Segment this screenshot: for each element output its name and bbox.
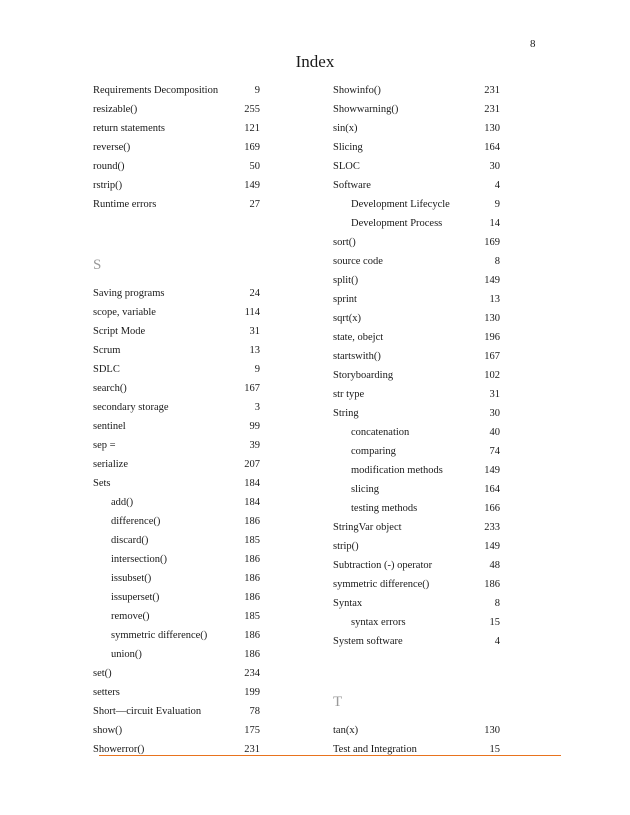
index-entry <box>333 721 500 740</box>
index-term: issuperset() <box>111 592 160 603</box>
index-term: startswith() <box>333 351 381 362</box>
index-term: return statements <box>93 123 166 134</box>
index-term: sort() <box>333 237 356 248</box>
index-page-ref: 15 <box>489 744 500 755</box>
index-term: symmetric difference() <box>333 579 430 590</box>
index-entry <box>333 575 500 594</box>
index-entry <box>333 233 500 252</box>
index-entry <box>93 284 260 303</box>
index-page-ref: 14 <box>489 218 500 229</box>
index-page-ref: 130 <box>484 123 500 134</box>
index-term: sprint <box>333 294 357 305</box>
index-entry <box>93 119 260 138</box>
index-entry <box>93 176 260 195</box>
index-page-ref: 185 <box>244 611 260 622</box>
index-page-ref: 199 <box>244 687 260 698</box>
index-term: reverse() <box>93 142 131 153</box>
index-page-ref: 185 <box>244 535 260 546</box>
index-term: setters <box>93 687 120 698</box>
index-entry <box>333 366 500 385</box>
index-term: Syntax <box>333 598 363 609</box>
index-term: Saving programs <box>93 288 165 299</box>
index-term: sqrt(x) <box>333 313 361 324</box>
index-page-ref: 186 <box>244 630 260 641</box>
index-term: Scrum <box>93 345 121 356</box>
index-page-ref: 4 <box>494 636 500 647</box>
index-page-ref: 149 <box>244 180 260 191</box>
index-term: intersection() <box>111 554 167 565</box>
index-page-ref: 4 <box>494 180 500 191</box>
index-term: Slicing <box>333 142 363 153</box>
index-entry <box>93 322 260 341</box>
index-entry <box>93 664 260 683</box>
index-subentry <box>93 531 260 550</box>
index-page-ref: 164 <box>484 142 500 153</box>
index-page-ref: 13 <box>489 294 500 305</box>
index-term: scope, variable <box>93 307 156 318</box>
index-entry <box>93 740 260 759</box>
index-entry <box>93 417 260 436</box>
index-entry <box>333 271 500 290</box>
index-term: Development Lifecycle <box>351 199 450 210</box>
index-entry <box>333 632 500 651</box>
index-page-ref: 99 <box>249 421 260 432</box>
index-entry <box>93 683 260 702</box>
index-entry <box>93 474 260 493</box>
index-subentry <box>93 588 260 607</box>
index-entry <box>333 556 500 575</box>
index-entry <box>93 721 260 740</box>
index-subentry <box>333 461 500 480</box>
index-entry <box>93 360 260 379</box>
index-page-ref: 231 <box>484 85 500 96</box>
index-subentry <box>333 499 500 518</box>
index-entry <box>93 81 260 100</box>
index-page-ref: 50 <box>249 161 260 172</box>
index-term: rstrip() <box>93 180 123 191</box>
index-entry <box>93 455 260 474</box>
index-page-ref: 13 <box>249 345 260 356</box>
index-page-ref: 149 <box>484 465 500 476</box>
index-term: sin(x) <box>333 123 358 134</box>
index-term: set() <box>93 668 112 679</box>
index-column-left <box>93 81 260 759</box>
index-page-ref: 186 <box>484 579 500 590</box>
index-subentry <box>93 493 260 512</box>
index-page-ref: 24 <box>249 288 260 299</box>
index-term: add() <box>111 497 134 508</box>
index-term: StringVar object <box>333 522 402 533</box>
index-entry <box>333 157 500 176</box>
footer-rule <box>99 755 561 756</box>
index-page-ref: 3 <box>254 402 260 413</box>
index-entry <box>93 702 260 721</box>
index-entry <box>93 398 260 417</box>
index-page-ref: 8 <box>494 256 500 267</box>
index-page-ref: 149 <box>484 275 500 286</box>
index-term: source code <box>333 256 383 267</box>
index-entry <box>333 252 500 271</box>
index-page-ref: 9 <box>494 199 500 210</box>
index-page-ref: 30 <box>489 161 500 172</box>
index-page-ref: 207 <box>244 459 260 470</box>
index-term: discard() <box>111 535 149 546</box>
index-term: Storyboarding <box>333 370 394 381</box>
index-page-ref: 30 <box>489 408 500 419</box>
index-entry <box>333 518 500 537</box>
index-term: System software <box>333 636 403 647</box>
index-page-ref: 234 <box>244 668 260 679</box>
index-entry <box>333 81 500 100</box>
index-entry <box>333 328 500 347</box>
index-page-ref: 186 <box>244 592 260 603</box>
index-entry <box>333 138 500 157</box>
index-page-ref: 114 <box>244 307 260 318</box>
index-term: secondary storage <box>93 402 169 413</box>
index-entry <box>93 303 260 322</box>
index-term: Showwarning() <box>333 104 399 115</box>
index-page-ref: 15 <box>489 617 500 628</box>
index-page-ref: 169 <box>244 142 260 153</box>
index-entry <box>93 379 260 398</box>
index-page-ref: 233 <box>484 522 500 533</box>
index-term: search() <box>93 383 127 394</box>
index-term: Script Mode <box>93 326 146 337</box>
index-term: issubset() <box>111 573 152 584</box>
index-term: remove() <box>111 611 150 622</box>
index-term: difference() <box>111 516 161 527</box>
index-term: modification methods <box>351 465 443 476</box>
index-term: Short—circuit Evaluation <box>93 706 202 717</box>
index-page-ref: 121 <box>244 123 260 134</box>
index-page-ref: 130 <box>484 313 500 324</box>
index-page-ref: 40 <box>489 427 500 438</box>
index-page-ref: 167 <box>244 383 260 394</box>
index-entry <box>93 436 260 455</box>
index-page-ref: 186 <box>244 649 260 660</box>
index-page-ref: 39 <box>249 440 260 451</box>
index-page-ref: 175 <box>244 725 260 736</box>
index-entry <box>333 385 500 404</box>
index-page-ref: 184 <box>244 478 260 489</box>
index-page-ref: 102 <box>484 370 500 381</box>
index-entry <box>93 157 260 176</box>
index-entry <box>333 404 500 423</box>
index-term: comparing <box>351 446 396 457</box>
index-subentry <box>93 569 260 588</box>
index-page-ref: 186 <box>244 573 260 584</box>
index-page-ref: 74 <box>489 446 500 457</box>
index-page-ref: 48 <box>489 560 500 571</box>
index-term: sep = <box>93 440 116 451</box>
index-page-ref: 31 <box>489 389 500 400</box>
index-entry <box>93 341 260 360</box>
index-subentry <box>93 550 260 569</box>
index-subentry <box>333 195 500 214</box>
index-page-ref: 169 <box>484 237 500 248</box>
index-subentry <box>93 607 260 626</box>
index-term: SDLC <box>93 364 120 375</box>
index-term: state, obejct <box>333 332 384 343</box>
section-letter: S <box>93 257 102 273</box>
index-term: resizable() <box>93 104 138 115</box>
index-page-ref: 196 <box>484 332 500 343</box>
index-page-ref: 255 <box>244 104 260 115</box>
index-subentry <box>333 613 500 632</box>
letter-section-heading <box>333 651 500 721</box>
index-entry <box>333 594 500 613</box>
index-term: Software <box>333 180 371 191</box>
index-term: tan(x) <box>333 725 359 736</box>
index-term: SLOC <box>333 161 360 172</box>
index-term: String <box>333 408 359 419</box>
index-term: sentinel <box>93 421 126 432</box>
index-entry <box>333 347 500 366</box>
index-term: Test and Integration <box>333 744 417 755</box>
index-entry <box>333 740 500 759</box>
index-page-ref: 164 <box>484 484 500 495</box>
index-entry <box>333 176 500 195</box>
index-term: Sets <box>93 478 111 489</box>
index-page-ref: 78 <box>249 706 260 717</box>
index-entry <box>93 100 260 119</box>
index-page-ref: 8 <box>494 598 500 609</box>
index-term: split() <box>333 275 359 286</box>
index-subentry <box>93 512 260 531</box>
index-entry <box>333 309 500 328</box>
index-term: Subtraction (-) operator <box>333 560 433 571</box>
index-page-ref: 9 <box>254 85 260 96</box>
index-term: symmetric difference() <box>111 630 208 641</box>
letter-section-heading <box>93 214 260 284</box>
index-term: slicing <box>351 484 379 495</box>
index-subentry <box>93 626 260 645</box>
index-term: union() <box>111 649 142 660</box>
index-page-ref: 9 <box>254 364 260 375</box>
page-title: Index <box>295 52 335 71</box>
index-subentry <box>333 423 500 442</box>
index-term: Development Process <box>351 218 443 229</box>
index-entry <box>93 138 260 157</box>
index-page-ref: 149 <box>484 541 500 552</box>
index-term: show() <box>93 725 123 736</box>
index-term: concatenation <box>351 427 410 438</box>
index-term: testing methods <box>351 503 418 514</box>
index-term: Requirements Decomposition <box>93 85 219 96</box>
index-page-ref: 186 <box>244 554 260 565</box>
index-term: Showinfo() <box>333 85 381 96</box>
page-number: 8 <box>530 38 536 50</box>
index-page-ref: 231 <box>244 744 260 755</box>
index-term: syntax errors <box>351 617 406 628</box>
index-page-ref: 31 <box>249 326 260 337</box>
index-page-ref: 231 <box>484 104 500 115</box>
index-subentry <box>333 442 500 461</box>
index-page-ref: 186 <box>244 516 260 527</box>
index-page-ref: 130 <box>484 725 500 736</box>
index-page-ref: 184 <box>244 497 260 508</box>
index-subentry <box>333 214 500 233</box>
index-term: Runtime errors <box>93 199 157 210</box>
index-page-ref: 27 <box>249 199 260 210</box>
index-entry <box>333 119 500 138</box>
index-term: round() <box>93 161 125 172</box>
index-term: Showerror() <box>93 744 145 755</box>
index-entry <box>333 290 500 309</box>
index-page-ref: 166 <box>484 503 500 514</box>
index-entry <box>333 100 500 119</box>
index-subentry <box>333 480 500 499</box>
section-letter: T <box>333 694 343 710</box>
index-page-ref: 167 <box>484 351 500 362</box>
index-column-right <box>333 81 500 759</box>
index-entry <box>333 537 500 556</box>
index-term: str type <box>333 389 365 400</box>
index-term: serialize <box>93 459 128 470</box>
index-entry <box>93 195 260 214</box>
index-subentry <box>93 645 260 664</box>
index-term: strip() <box>333 541 359 552</box>
